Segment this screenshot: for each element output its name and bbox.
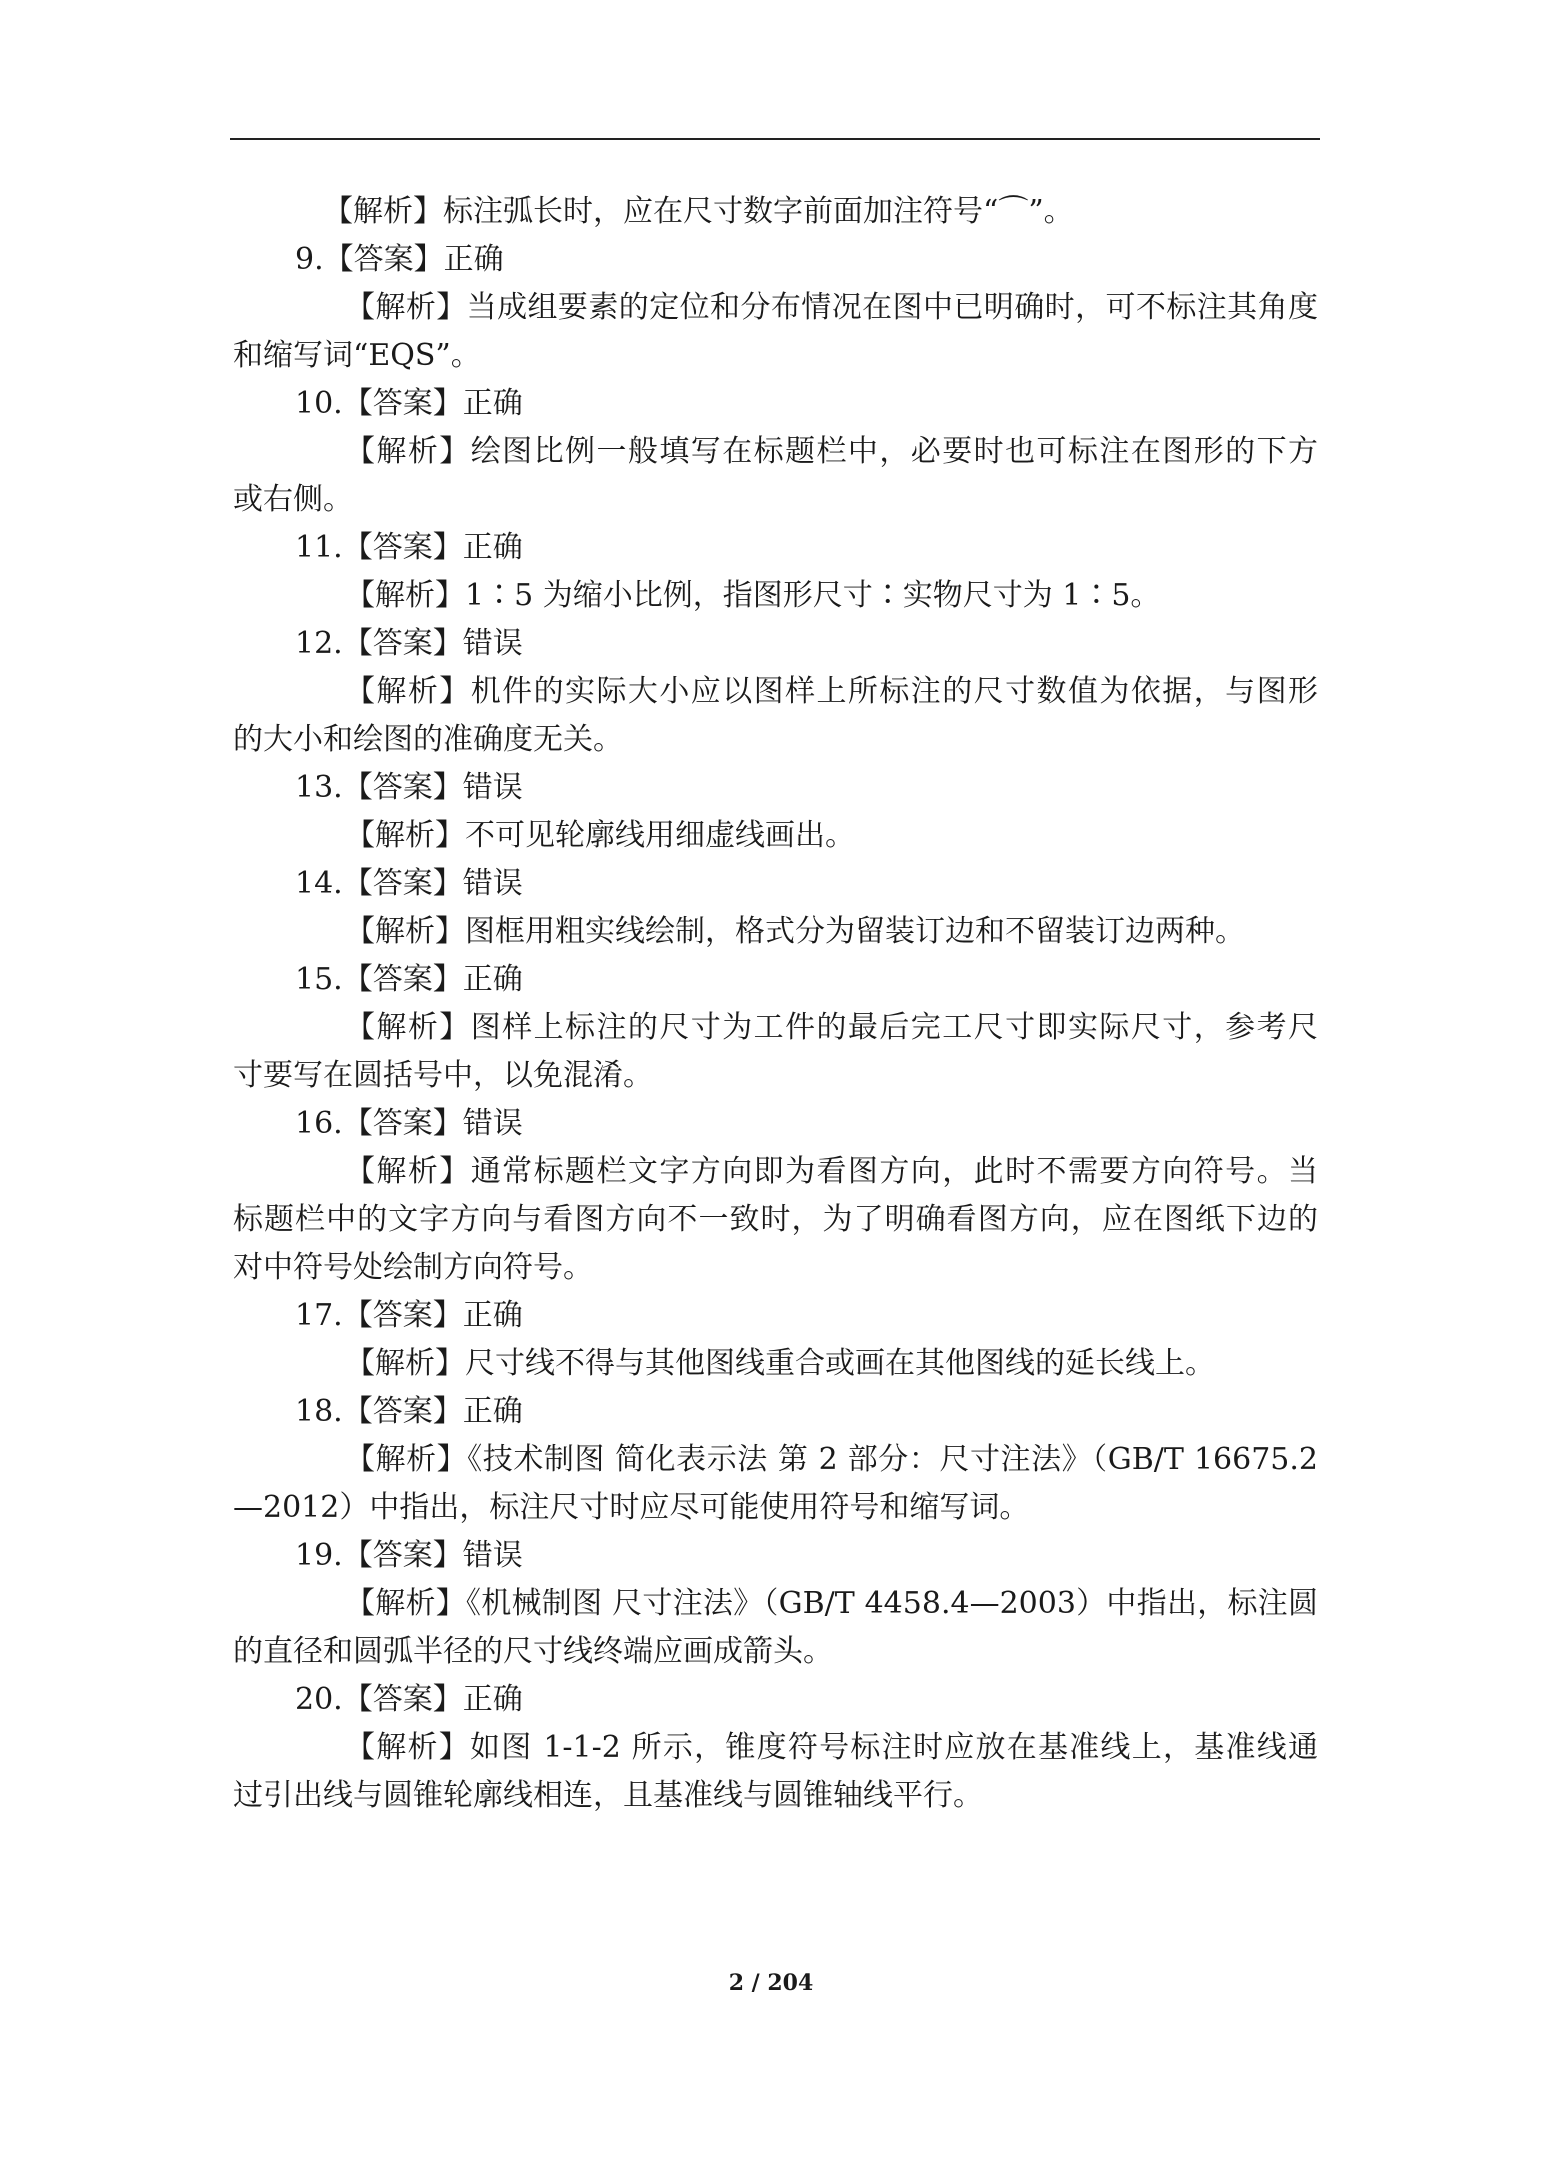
analysis-19-cont: 的直径和圆弧半径的尺寸线终端应画成箭头。 <box>233 1634 833 1669</box>
analysis-8: 【解析】标注弧长时，应在尺寸数字前面加注符号“⌒”。 <box>323 194 1074 229</box>
analysis-17: 【解析】尺寸线不得与其他图线重合或画在其他图线的延长线上。 <box>345 1346 1215 1381</box>
answer-10: 10.【答案】正确 <box>295 386 523 421</box>
analysis-9-cont: 和缩写词“EQS”。 <box>233 338 481 373</box>
header-rule <box>230 138 1320 140</box>
answer-20: 20.【答案】正确 <box>295 1682 523 1717</box>
answer-17: 17.【答案】正确 <box>295 1298 523 1333</box>
answer-16: 16.【答案】错误 <box>295 1106 523 1141</box>
analysis-19: 【解析】《机械制图 尺寸注法》（GB/T 4458.4—2003）中指出，标注圆 <box>345 1586 1318 1621</box>
analysis-14: 【解析】图框用粗实线绘制，格式分为留装订边和不留装订边两种。 <box>345 914 1245 949</box>
answer-18: 18.【答案】正确 <box>295 1394 523 1429</box>
analysis-13: 【解析】不可见轮廓线用细虚线画出。 <box>345 818 855 853</box>
page-number: 2 / 204 <box>728 1970 814 1996</box>
answer-14: 14.【答案】错误 <box>295 866 523 901</box>
analysis-18-cont: —2012）中指出，标注尺寸时应尽可能使用符号和缩写词。 <box>233 1490 1030 1525</box>
page-body <box>233 188 1318 1820</box>
analysis-20: 【解析】如图 1-1-2 所示，锥度符号标注时应放在基准线上，基准线通 <box>345 1730 1318 1765</box>
analysis-10-cont: 或右侧。 <box>233 482 353 517</box>
answer-11: 11.【答案】正确 <box>295 530 523 565</box>
answer-13: 13.【答案】错误 <box>295 770 523 805</box>
answer-12: 12.【答案】错误 <box>295 626 523 661</box>
analysis-15: 【解析】图样上标注的尺寸为工件的最后完工尺寸即实际尺寸，参考尺 <box>345 1010 1318 1045</box>
analysis-12-cont: 的大小和绘图的准确度无关。 <box>233 722 623 757</box>
analysis-12: 【解析】机件的实际大小应以图样上所标注的尺寸数值为依据，与图形 <box>345 674 1318 709</box>
analysis-15-cont: 寸要写在圆括号中，以免混淆。 <box>233 1058 653 1093</box>
answer-19: 19.【答案】错误 <box>295 1538 523 1573</box>
analysis-11: 【解析】1∶5 为缩小比例，指图形尺寸∶实物尺寸为 1∶5。 <box>345 578 1161 613</box>
analysis-16-cont: 标题栏中的文字方向与看图方向不一致时，为了明确看图方向，应在图纸下边的 <box>233 1202 1318 1237</box>
analysis-18: 【解析】《技术制图 简化表示法 第 2 部分：尺寸注法》（GB/T 16675.2 <box>345 1442 1318 1477</box>
answer-15: 15.【答案】正确 <box>295 962 523 997</box>
analysis-16: 【解析】通常标题栏文字方向即为看图方向，此时不需要方向符号。当 <box>345 1154 1318 1189</box>
analysis-10: 【解析】绘图比例一般填写在标题栏中，必要时也可标注在图形的下方 <box>345 434 1318 469</box>
analysis-20-cont: 过引出线与圆锥轮廓线相连，且基准线与圆锥轴线平行。 <box>233 1778 983 1813</box>
analysis-16-cont-2: 对中符号处绘制方向符号。 <box>233 1250 593 1285</box>
answer-9: 9.【答案】正确 <box>295 242 504 277</box>
analysis-9: 【解析】当成组要素的定位和分布情况在图中已明确时，可不标注其角度 <box>345 290 1318 325</box>
